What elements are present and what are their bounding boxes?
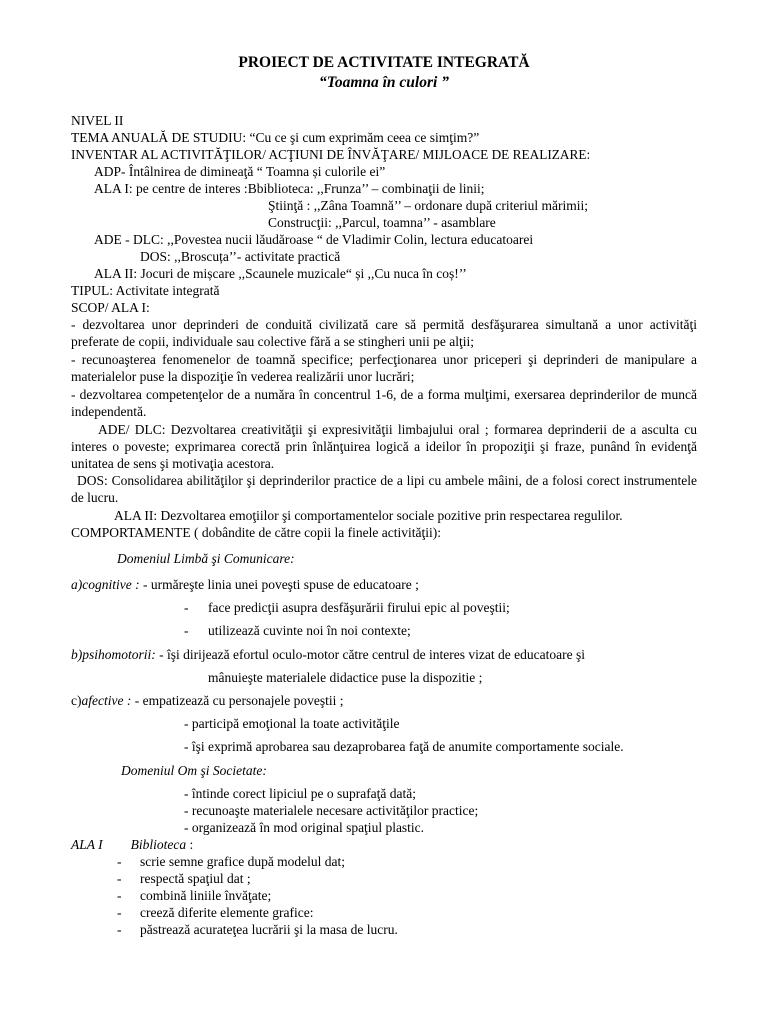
affective-label: afective : [81,693,132,708]
ala1-colon: : [186,837,194,852]
ala1-library-heading [71,836,193,853]
cognitive-line [71,576,419,593]
library-item: creeză diferite elemente grafice: [140,905,314,920]
psychomotor-line [71,646,585,663]
scope-heading: SCOP/ ALA I: [71,300,150,315]
society-item: - organizează în mod original spaţiul plastic. [184,820,425,835]
ala1-line: ALA I: pe centre de interes :Bbiblioteca: ,,Frunza’’ – combinaţii de linii; [94,181,485,196]
document-subtitle: “Toamna în culori ” [319,74,449,91]
affective-item: - îşi exprimă aprobarea sau dezaprobarea faţă de anumite comportamente sociale. [184,739,624,754]
scope-paragraph-dos: DOS: Consolidarea abilităţilor şi deprinderilor practice de a lipi cu ambele mâini, de a folosi corect instrumentele de lucru. [71,473,697,505]
scope-paragraph: - dezvoltarea competenţelor de a număra în concentrul 1-6, de a forma mulţimi, exersarea deprinderilor de muncă independentă. [71,387,697,419]
cognitive-label: a)cognitive : [71,577,140,592]
library-item: combină liniile învăţate; [140,888,272,903]
psychomotor-first-item: - îşi dirijează efortul oculo-motor către centrul de interes vizat de educatoare şi [155,647,585,662]
library-item: păstrează acurateţea lucrării şi la masa de lucru. [140,922,398,937]
cognitive-item: utilizează cuvinte noi în noi contexte; [208,623,411,638]
cognitive-item: face predicţii asupra desfăşurării firului epic al poveştii; [208,600,510,615]
domain-language-heading: Domeniul Limbă şi Comunicare: [117,551,295,566]
list-dash: - [117,922,122,937]
society-item: - întinde corect lipiciul pe o suprafaţă dată; [184,786,417,801]
inventory-heading: INVENTAR AL ACTIVITĂŢILOR/ ACŢIUNI DE ÎNVĂŢARE/ MIJLOACE DE REALIZARE: [71,147,591,162]
ala2-line: ALA II: Jocuri de mișcare ,,Scaunele muzicale“ și ,,Cu nuca în coș!’’ [94,266,467,281]
level-line: NIVEL II [71,113,124,128]
list-dash: - [117,888,122,903]
scope-paragraph-ala2: ALA II: Dezvoltarea emoţiilor şi comportamentelor sociale pozitive prin respectarea regulilor. [114,508,623,523]
list-dash: - [117,854,122,869]
behaviours-heading: COMPORTAMENTE ( dobândite de către copii la finele activităţii): [71,525,442,540]
affective-line [71,692,344,709]
library-item: scrie semne grafice după modelul dat; [140,854,346,869]
ade-dlc-line: ADE - DLC: ,,Povestea nucii lăudăroase “ de Vladimir Colin, lectura educatoarei [94,232,534,247]
ala1-construction-line: Construcţii: ,,Parcul, toamna’’ - asamblare [268,215,496,230]
library-item: respectă spaţiul dat ; [140,871,251,886]
list-dash: - [184,600,189,615]
affective-first-item: - empatizează cu personajele poveştii ; [131,693,344,708]
ala1-label: ALA I [71,837,103,852]
affective-item: - participă emoţional la toate activităţile [184,716,400,731]
list-dash: - [184,623,189,638]
scope-paragraph-dlc: ADE/ DLC: Dezvoltarea creativităţii şi expresivităţii limbajului oral ; formarea deprinderii de a asculta cu interes o poveste; exprimarea corectă prin înlănţuirea logică a ideilor în propoziţii şi fraze, punând în evidenţă unitatea de sens şi motivaţia acestora. [71,422,697,471]
ala1-science-line: Ştiinţă : ,,Zâna Toamnă’’ – ordonare după criteriul mărimii; [268,198,588,213]
psychomotor-label: b)psihomotorii: [71,647,156,662]
cognitive-first-item: - urmăreşte linia unei poveşti spuse de educatoare ; [139,577,419,592]
annual-theme-line: TEMA ANUALĂ DE STUDIU: “Cu ce şi cum exprimăm ceea ce simţim?” [71,130,480,145]
adp-line: ADP- Întâlnirea de dimineaţă “ Toamna și culorile ei” [94,164,386,179]
ade-dos-line: DOS: ,,Broscuța’’- activitate practică [140,249,341,264]
scope-paragraph: - dezvoltarea unor deprinderi de conduită civilizată care să permită desfăşurarea simultană a unor activităţi preferate de copii, individuale sau colective fără a se stingheri unii pe alţii; [71,317,697,349]
society-item: - recunoaşte materialele necesare activităţilor practice; [184,803,479,818]
domain-society-heading: Domeniul Om şi Societate: [121,763,267,778]
scope-paragraph: - recunoaşterea fenomenelor de toamnă specifice; perfecţionarea unor priceperi şi deprinderi de manipulare a materialelor puse la dispoziţie în vederea realizării unor lucrări; [71,352,697,384]
affective-prefix: c) [71,693,82,708]
list-dash: - [117,871,122,886]
psychomotor-continuation: mânuieşte materialele didactice puse la dispozitie ; [208,670,483,685]
list-dash: - [117,905,122,920]
document-title: PROIECT DE ACTIVITATE INTEGRATĂ [238,54,530,71]
type-line: TIPUL: Activitate integrată [71,283,220,298]
ala1-center-name: Biblioteca [130,837,187,852]
